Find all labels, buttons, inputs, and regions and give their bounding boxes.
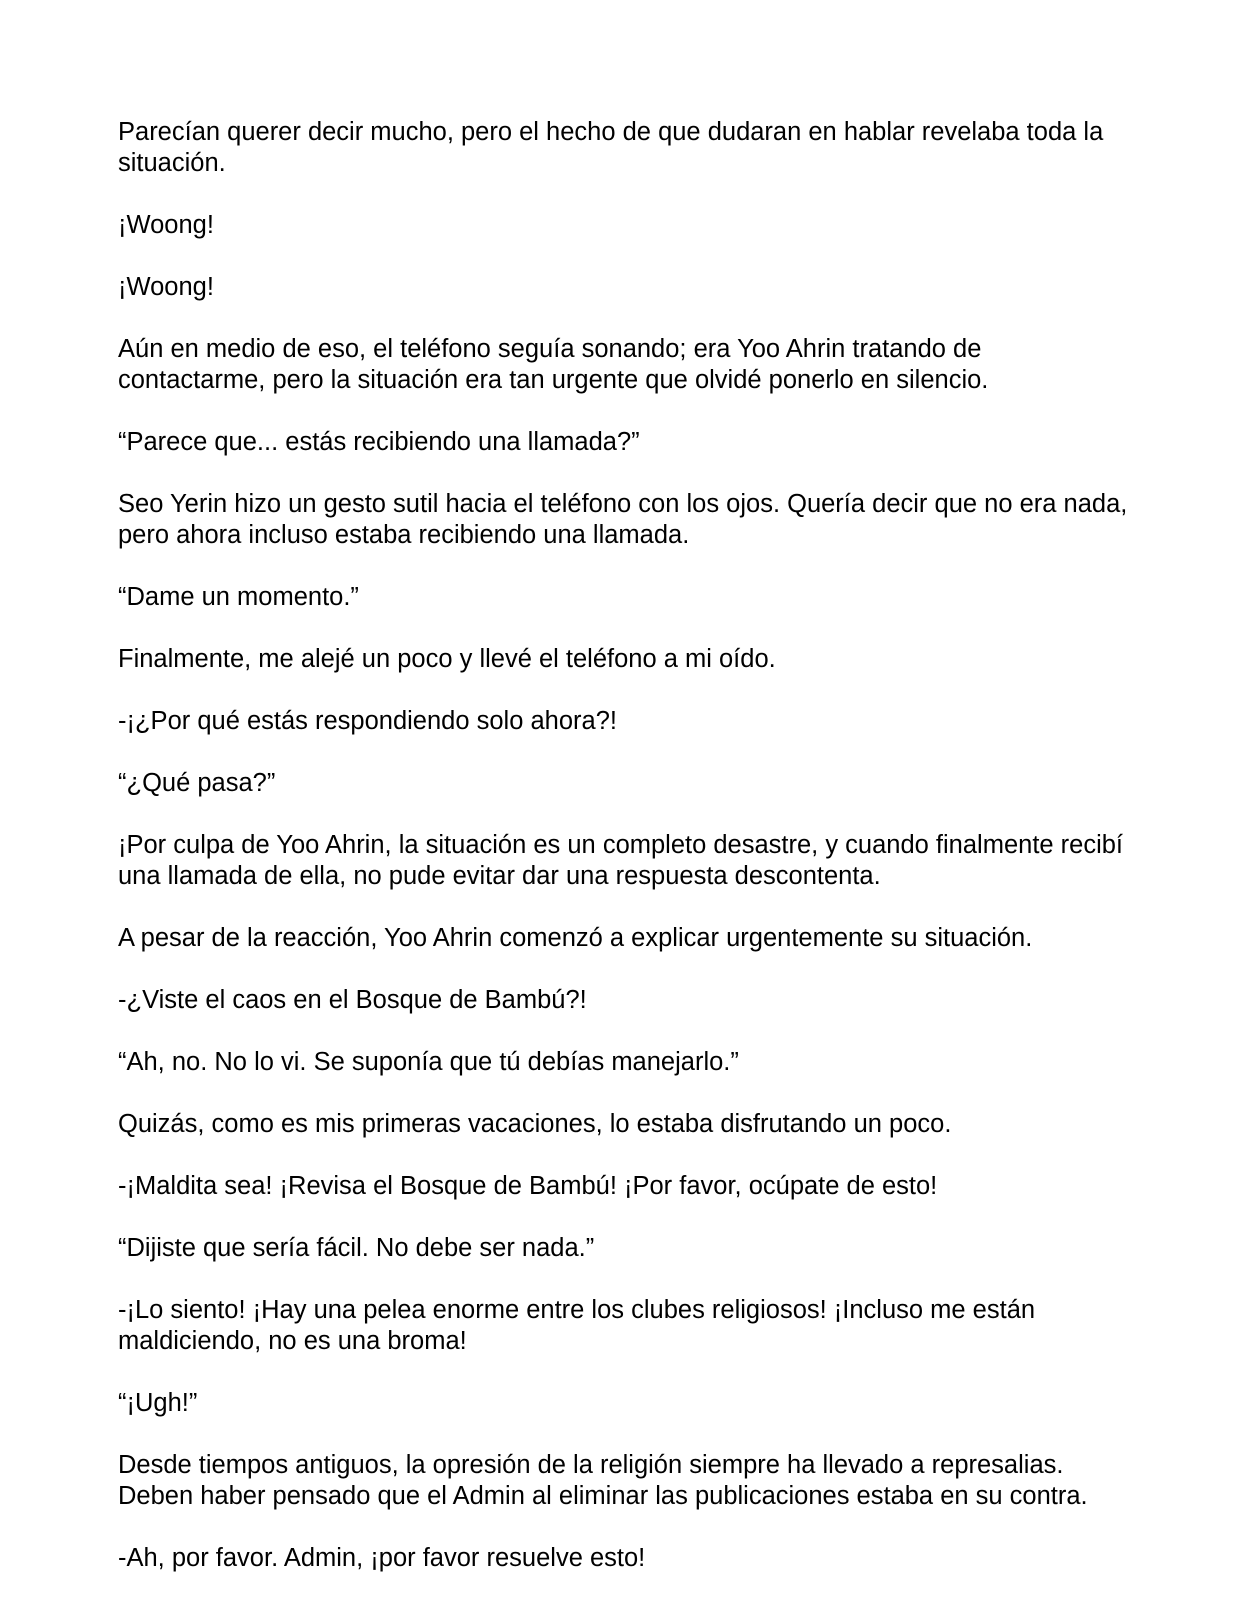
paragraph: “Parece que... estás recibiendo una llamada?” (118, 428, 640, 456)
paragraph: Finalmente, me alejé un poco y llevé el teléfono a mi oído. (118, 645, 776, 673)
paragraph: Parecían querer decir mucho, pero el hecho de que dudaran en hablar revelaba toda la situación. (118, 118, 1104, 177)
paragraph: “Dame un momento.” (118, 583, 359, 611)
paragraph: ¡Woong! (118, 211, 214, 239)
paragraph: “Dijiste que sería fácil. No debe ser nada.” (118, 1234, 595, 1262)
paragraph: Desde tiempos antiguos, la opresión de la religión siempre ha llevado a represalias. Deben haber pensado que el Admin al eliminar las publicaciones estaba en su contra. (118, 1451, 1088, 1510)
paragraph: -¡Lo siento! ¡Hay una pelea enorme entre los clubes religiosos! ¡Incluso me están maldiciendo, no es una broma! (118, 1296, 1036, 1355)
paragraph: “¡Ugh!” (118, 1389, 198, 1417)
paragraph: -¡Maldita sea! ¡Revisa el Bosque de Bambú! ¡Por favor, ocúpate de esto! (118, 1172, 938, 1200)
paragraph: A pesar de la reacción, Yoo Ahrin comenzó a explicar urgentemente su situación. (118, 924, 1033, 952)
paragraph: ¡Por culpa de Yoo Ahrin, la situación es un completo desastre, y cuando finalmente recibí una llamada de ella, no pude evitar dar una respuesta descontenta. (118, 831, 1124, 890)
paragraph: Seo Yerin hizo un gesto sutil hacia el teléfono con los ojos. Quería decir que no era nada, pero ahora incluso estaba recibiendo una llamada. (118, 490, 1128, 549)
paragraph: Aún en medio de eso, el teléfono seguía sonando; era Yoo Ahrin tratando de contactarme, pero la situación era tan urgente que olvidé ponerlo en silencio. (118, 335, 989, 394)
paragraph: Quizás, como es mis primeras vacaciones, lo estaba disfrutando un poco. (118, 1110, 952, 1138)
document-body (118, 117, 1128, 1605)
paragraph: ¡Woong! (118, 273, 214, 301)
paragraph: “Ah, no. No lo vi. Se suponía que tú debías manejarlo.” (118, 1048, 739, 1076)
paragraph: “¿Qué pasa?” (118, 769, 276, 797)
paragraph: -¡¿Por qué estás respondiendo solo ahora?! (118, 707, 617, 735)
paragraph: -Ah, por favor. Admin, ¡por favor resuelve esto! (118, 1544, 646, 1572)
paragraph: -¿Viste el caos en el Bosque de Bambú?! (118, 986, 587, 1014)
